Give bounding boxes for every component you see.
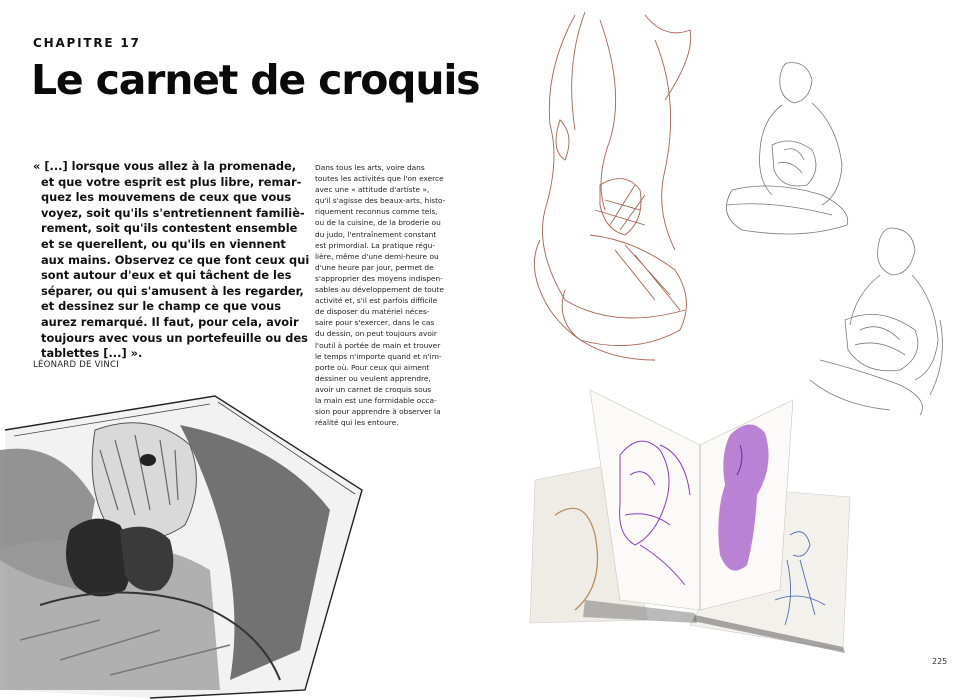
body-line: riquement reconnus comme tels, [315, 207, 438, 217]
chapter-label: CHAPITRE 17 [33, 36, 141, 50]
body-line: lière, même d'une demi-heure ou [315, 251, 439, 261]
page-title: Le carnet de croquis [31, 56, 480, 104]
body-line: toutes les activités que l'on exerce [315, 174, 444, 184]
body-line: saire pour s'exercer, dans le cas [315, 318, 435, 328]
body-line: le temps n'importe quand et n'im- [315, 351, 442, 361]
body-line: avoir un carnet de croquis sous [315, 384, 432, 394]
quote-line: aurez remarqué. Il faut, pour cela, avoir [41, 314, 299, 329]
pencil-sketch-mother-child-upper [712, 55, 862, 240]
quote-line: et dessinez sur le champ ce que vous [41, 299, 282, 314]
red-chalk-figure-sketch [505, 10, 715, 370]
body-line: du judo, l'entraînement constant [315, 229, 437, 239]
page-number: 225 [932, 657, 948, 666]
quote-line: rement, soit qu'ils contestent ensemble [41, 221, 298, 236]
quote-line: séparer, ou qui s'amusent à les regarder, [41, 283, 304, 298]
accordion-sketchbook-photo [525, 385, 860, 655]
body-line: activité et, s'il est parfois difficile [315, 296, 438, 306]
body-line: ou de la cuisine, de la broderie ou [315, 218, 441, 228]
quote-block [33, 159, 310, 362]
body-line: la main est une formidable occa- [315, 395, 437, 405]
quote-line: aux mains. Observez ce que font ceux qui [41, 252, 310, 267]
charcoal-dog-sketch [0, 390, 370, 700]
body-line: d'une heure par jour, permet de [315, 262, 434, 272]
body-line: avec une « attitude d'artiste », [315, 185, 430, 195]
body-line: de disposer du matériel néces- [315, 307, 430, 317]
quote-line: quez les mouvemens de ceux que vous [41, 190, 292, 205]
body-line: dessiner ou veulent apprendre, [315, 373, 431, 383]
body-line: est primordial. La pratique régu- [315, 240, 436, 250]
body-line: qu'il s'agisse des beaux-arts, histo- [315, 196, 446, 206]
quote-line: et que votre esprit est plus libre, remar- [41, 174, 302, 189]
body-line: du dessin, on peut toujours avoir [315, 329, 437, 339]
quote-line: sont autour d'eux et qui tâchent de les [41, 268, 292, 283]
body-line: réalité qui les entoure. [315, 418, 399, 428]
quote-line: toujours avec vous un portefeuille ou des [41, 330, 308, 345]
quote-line: et se querellent, ou qu'ils en viennent [41, 236, 286, 251]
body-text [315, 162, 465, 428]
body-line: l'outil à portée de main et trouver [315, 340, 441, 350]
body-line: Dans tous les arts, voire dans [315, 163, 425, 172]
body-line: porte où. Pour ceux qui aiment [315, 362, 430, 372]
body-line: sion pour apprendre à observer la [315, 407, 441, 417]
quote-line: voyez, soit qu'ils s'entretiennent familiè- [41, 205, 305, 220]
body-line: sables au développement de toute [315, 285, 444, 295]
quote-line: tablettes [...] ». [41, 346, 143, 361]
quote-line: « [...] lorsque vous allez à la promenade, [33, 159, 297, 173]
quote-author: LÉONARD DE VINCI [33, 360, 119, 370]
body-line: s'approprier des moyens indispen- [315, 273, 443, 283]
